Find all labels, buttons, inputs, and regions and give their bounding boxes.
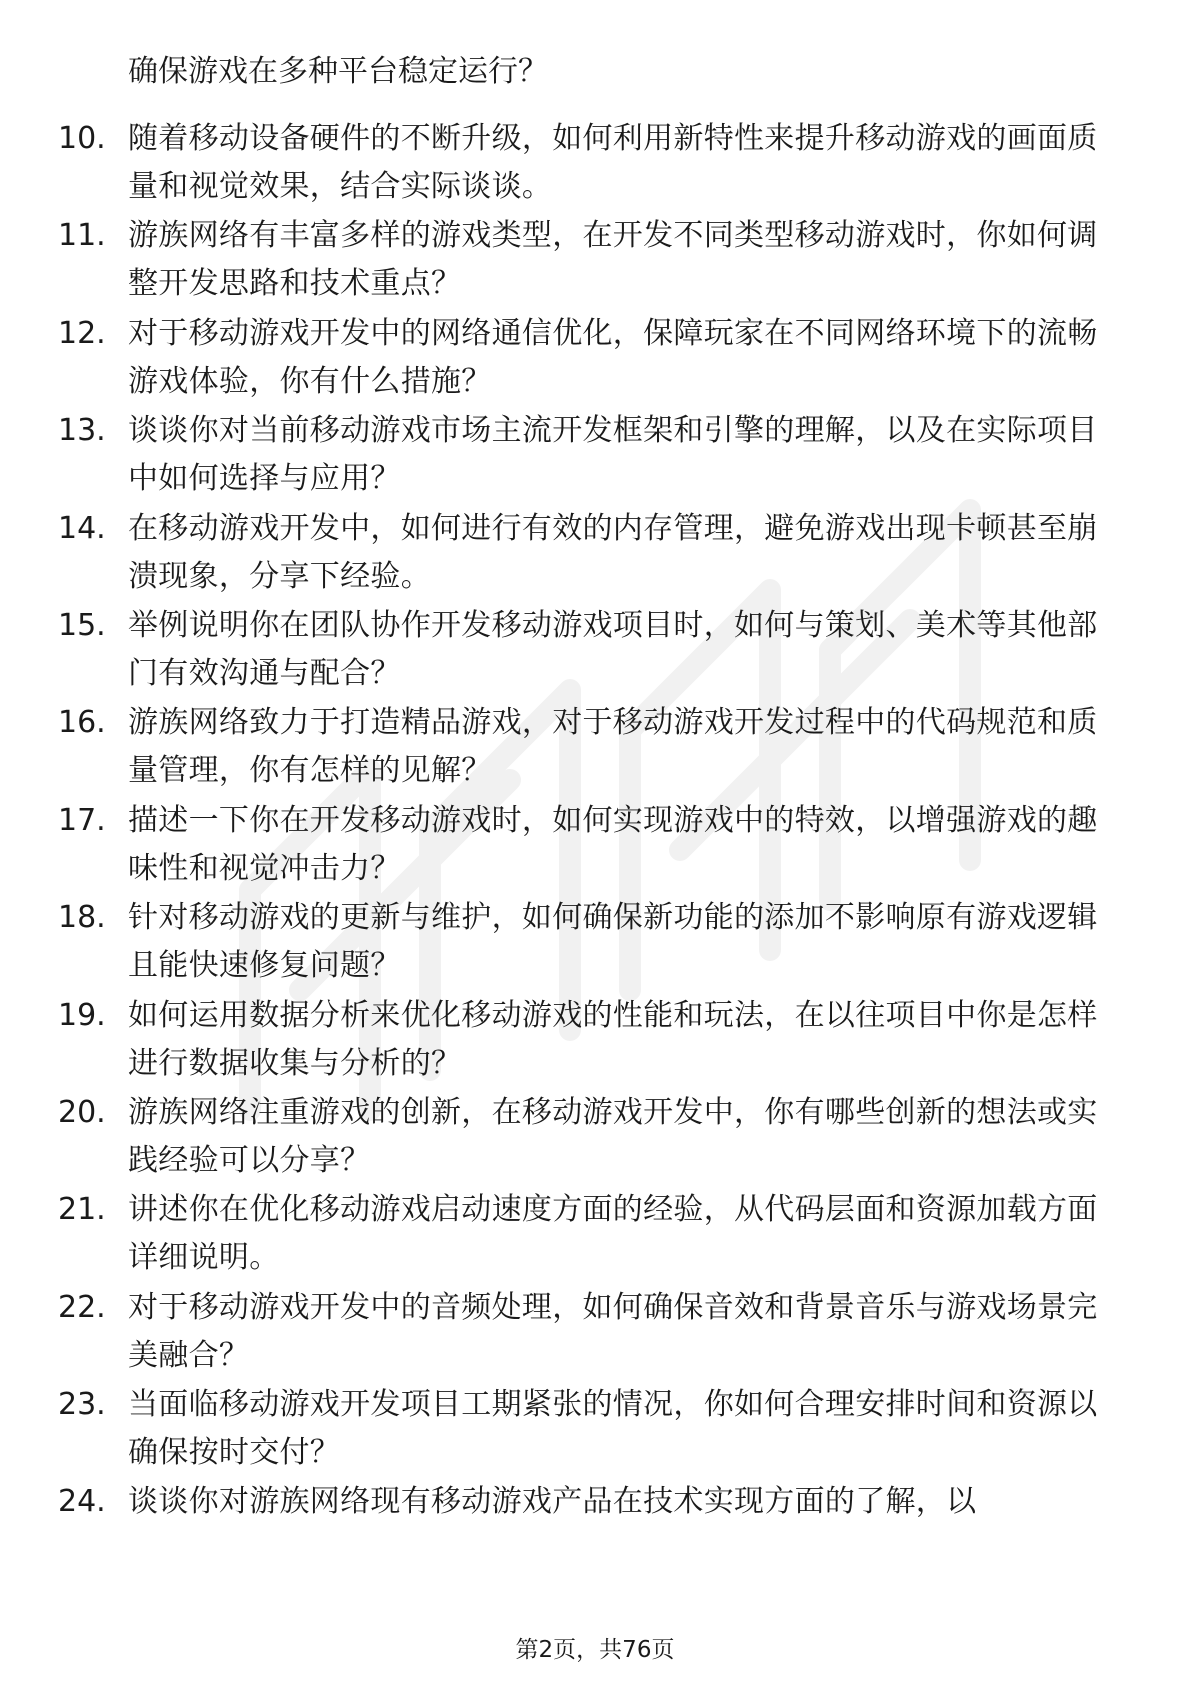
question-number: 10. [58,121,106,156]
list-item [58,894,1118,990]
list-item [58,1381,1118,1477]
page-number-footer: 第2页，共76页 [515,1637,675,1663]
question-number: 15. [58,607,106,643]
question-text: 谈谈你对当前移动游戏市场主流开发框架和引擎的理解，以及在实际项目中如何选择与应用？ [128,413,1098,497]
question-number: 12. [58,315,106,351]
question-number: 20. [58,1094,106,1130]
list-item [58,310,1118,406]
question-number: 21. [58,1192,106,1228]
question-number: 11. [58,218,106,254]
list-item [58,602,1118,698]
list-item [58,992,1118,1088]
list-item [58,1478,1118,1574]
list-item [58,407,1118,503]
question-text: 游族网络致力于打造精品游戏，对于移动游戏开发过程中的代码规范和质量管理，你有怎样的见解？ [128,705,1098,789]
continued-question-text: 确保游戏在多种平台稳定运行？ [128,54,548,89]
question-number: 19. [58,997,106,1033]
question-text: 对于移动游戏开发中的网络通信优化，保障玩家在不同网络环境下的流畅游戏体验，你有什么措施？ [128,315,1098,399]
question-number: 14. [58,510,106,546]
question-text: 针对移动游戏的更新与维护，如何确保新功能的添加不影响原有游戏逻辑且能快速修复问题？ [128,900,1098,984]
question-number: 22. [58,1289,106,1325]
list-item [58,1186,1118,1282]
question-number: 24. [58,1484,106,1520]
list-item [58,1089,1118,1185]
question-text: 对于移动游戏开发中的音频处理，如何确保音效和背景音乐与游戏场景完美融合？ [128,1289,1098,1373]
question-text: 在移动游戏开发中，如何进行有效的内存管理，避免游戏出现卡顿甚至崩溃现象，分享下经验。 [128,510,1098,594]
question-text: 游族网络注重游戏的创新，在移动游戏开发中，你有哪些创新的想法或实践经验可以分享？ [128,1094,1098,1178]
question-text: 随着移动设备硬件的不断升级，如何利用新特性来提升移动游戏的画面质量和视觉效果，结合实际谈谈。 [128,121,1098,204]
question-text: 当面临移动游戏开发项目工期紧张的情况，你如何合理安排时间和资源以确保按时交付？ [128,1387,1098,1471]
question-number: 17. [58,802,106,838]
question-number: 13. [58,413,106,449]
question-text: 游族网络有丰富多样的游戏类型，在开发不同类型移动游戏时，你如何调整开发思路和技术重点？ [128,218,1098,302]
list-item [58,797,1118,893]
question-number: 23. [58,1387,106,1423]
question-number: 16. [58,705,106,741]
question-number: 18. [58,900,106,936]
question-text: 描述一下你在开发移动游戏时，如何实现游戏中的特效，以增强游戏的趣味性和视觉冲击力？ [128,802,1098,886]
question-text: 讲述你在优化移动游戏启动速度方面的经验，从代码层面和资源加载方面详细说明。 [128,1192,1098,1276]
question-text: 如何运用数据分析来优化移动游戏的性能和玩法，在以往项目中你是怎样进行数据收集与分析的？ [128,997,1098,1081]
list-item [58,699,1118,795]
question-text: 谈谈你对游族网络现有移动游戏产品在技术实现方面的了解，以 [128,1484,977,1520]
list-item [58,1284,1118,1380]
question-text: 举例说明你在团队协作开发移动游戏项目时，如何与策划、美术等其他部门有效沟通与配合？ [128,607,1098,691]
list-item [58,505,1118,601]
list-item [58,115,1118,211]
list-item [58,212,1118,308]
question-list [58,115,1118,1576]
